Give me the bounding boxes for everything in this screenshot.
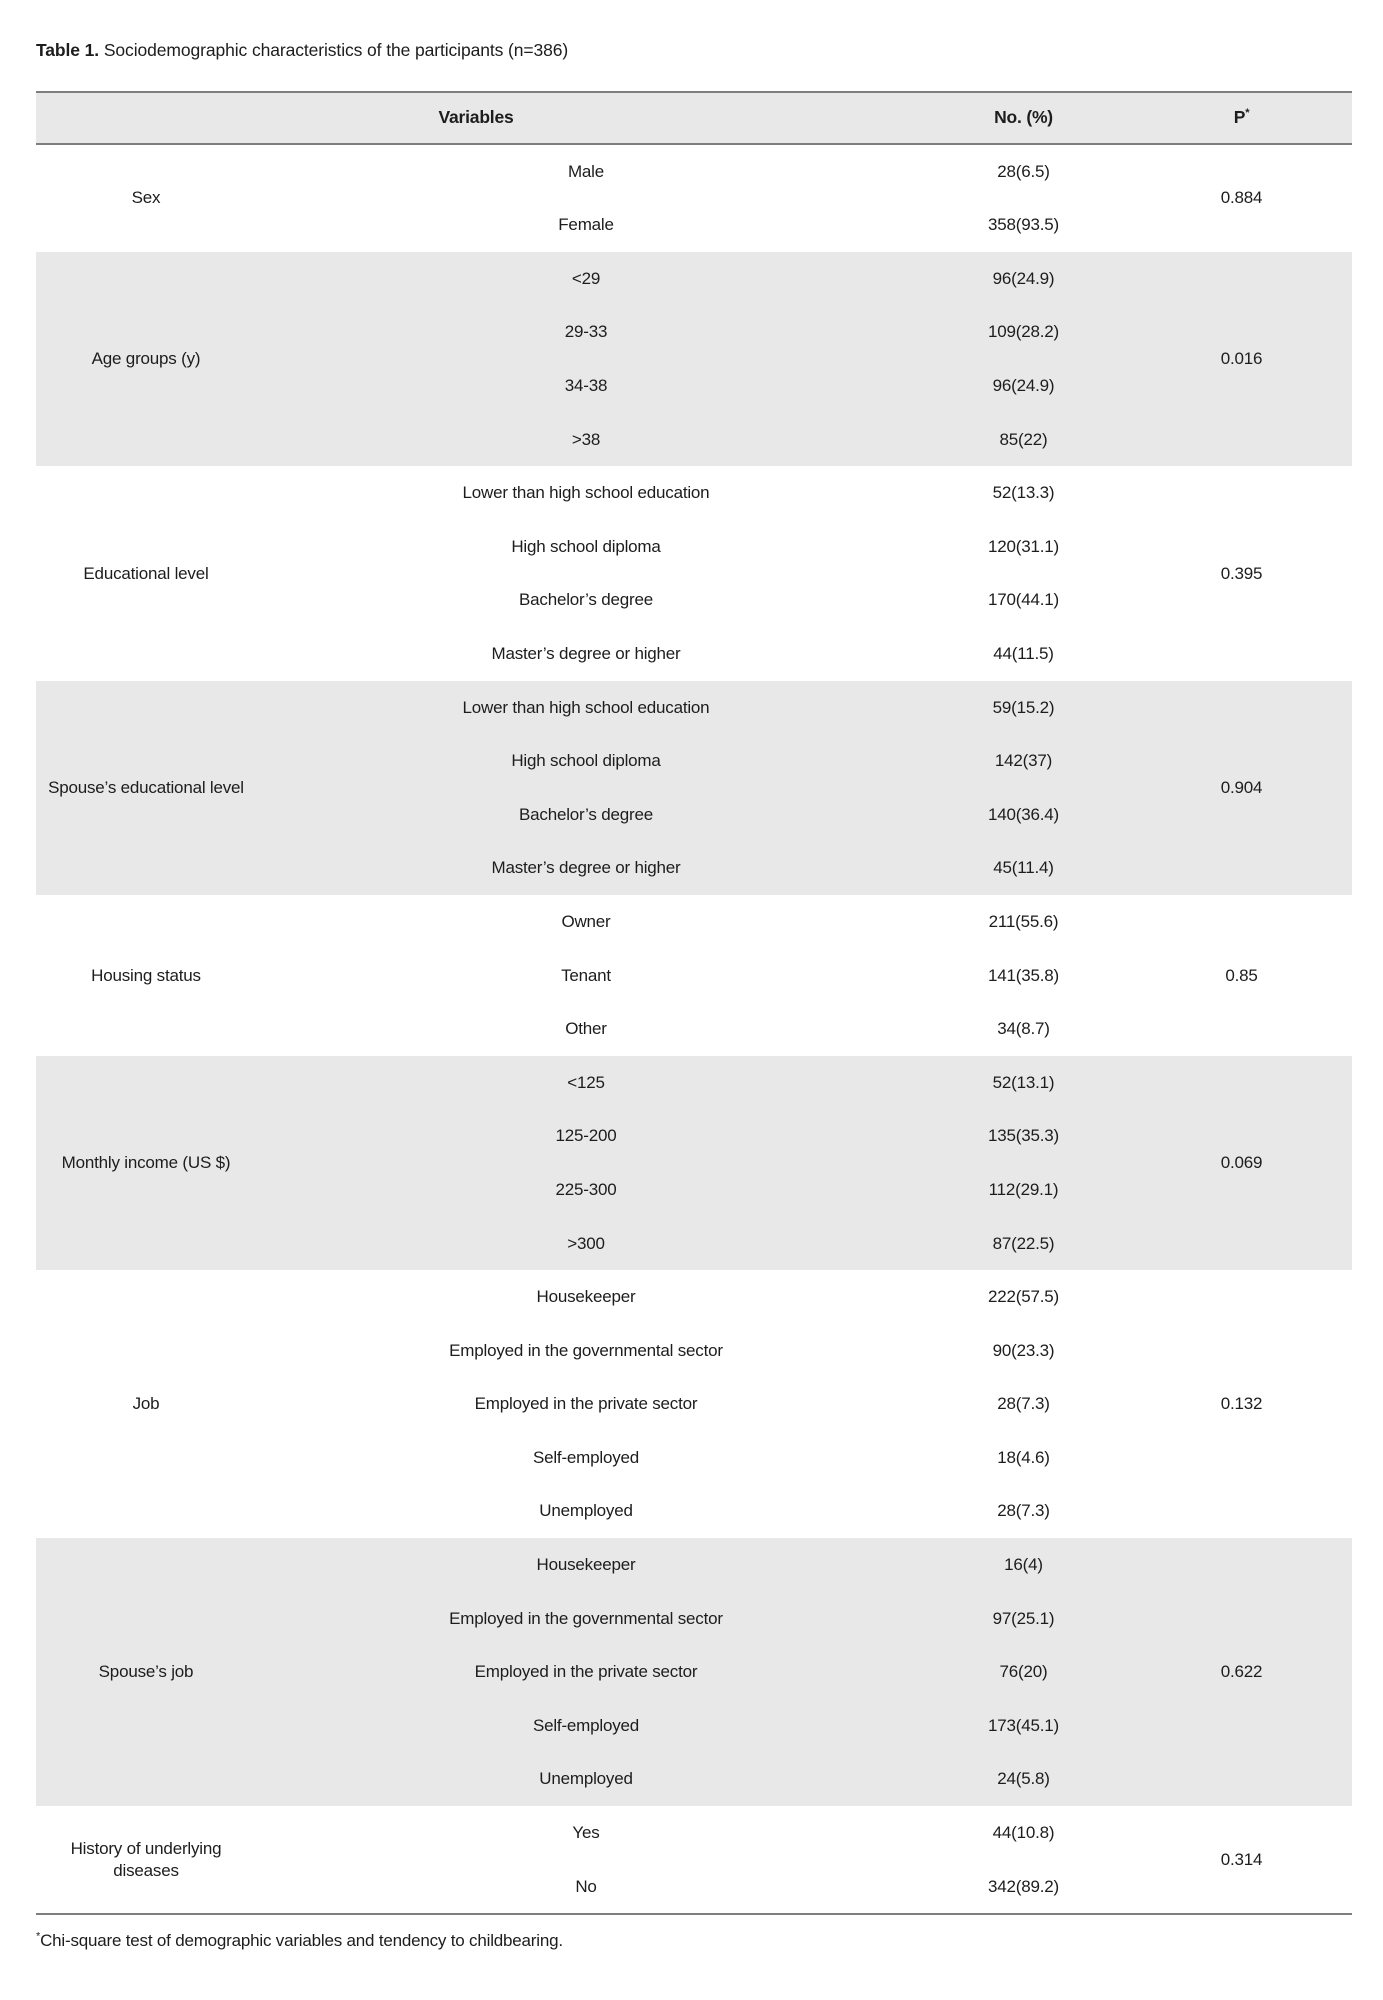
variable-group <box>36 681 1352 895</box>
category-cell: <29 <box>571 268 601 288</box>
value-cell: 28(7.3) <box>997 1394 1050 1414</box>
category-cell: 125-200 <box>555 1126 617 1146</box>
header-p-asterisk: * <box>1245 107 1250 120</box>
header-row <box>36 92 1352 144</box>
table-row <box>36 681 1352 735</box>
value-cell: 120(31.1) <box>988 536 1059 556</box>
category-cell: >38 <box>571 429 601 449</box>
p-value-cell: 0.314 <box>1220 1849 1263 1869</box>
p-value-cell: 0.622 <box>1220 1662 1263 1682</box>
category-cell: <125 <box>567 1072 605 1092</box>
table-title-label: Table 1. <box>36 40 100 60</box>
value-cell: 135(35.3) <box>988 1126 1059 1146</box>
p-value-cell: 0.069 <box>1220 1153 1263 1173</box>
value-cell: 141(35.8) <box>988 965 1059 985</box>
category-cell: Bachelor’s degree <box>519 804 653 824</box>
variable-group <box>36 1806 1352 1914</box>
variable-group <box>36 252 1352 466</box>
value-cell: 170(44.1) <box>988 590 1059 610</box>
variable-group <box>36 144 1352 252</box>
category-cell: Yes <box>572 1823 600 1843</box>
group-label-cell: Monthly income (US $) <box>61 1153 231 1173</box>
category-cell: Other <box>565 1019 607 1039</box>
p-value-cell: 0.904 <box>1220 777 1263 797</box>
table-row <box>36 144 1352 199</box>
category-cell: Housekeeper <box>536 1555 636 1575</box>
footnote-text: Chi-square test of demographic variables and tendency to childbearing. <box>40 1931 563 1951</box>
category-cell: Master’s degree or higher <box>491 643 681 663</box>
p-value-cell: 0.016 <box>1220 349 1263 369</box>
value-cell: 52(13.1) <box>992 1072 1055 1092</box>
category-cell: High school diploma <box>511 751 661 771</box>
variable-group <box>36 1538 1352 1806</box>
p-value-cell: 0.85 <box>1225 965 1258 985</box>
category-cell: 225-300 <box>555 1179 617 1199</box>
category-cell: High school diploma <box>511 536 661 556</box>
value-cell: 45(11.4) <box>993 858 1054 878</box>
group-label-cell: Job <box>132 1394 160 1414</box>
value-cell: 16(4) <box>1004 1555 1043 1575</box>
variable-group <box>36 1056 1352 1270</box>
category-cell: Unemployed <box>539 1501 633 1521</box>
value-cell: 97(25.1) <box>992 1608 1055 1628</box>
table-row <box>36 1806 1352 1860</box>
table-title-text: Sociodemographic characteristics of the participants (n=386) <box>99 40 569 60</box>
value-cell: 87(22.5) <box>992 1233 1055 1253</box>
variable-group <box>36 895 1352 1056</box>
variable-group <box>36 1270 1352 1538</box>
value-cell: 211(55.6) <box>988 911 1059 931</box>
header-variables: Variables <box>438 107 514 128</box>
category-cell: Owner <box>561 911 611 931</box>
value-cell: 222(57.5) <box>988 1287 1059 1307</box>
header-no-pct: No. (%) <box>994 107 1053 128</box>
value-cell: 173(45.1) <box>988 1715 1059 1735</box>
demographics-table <box>36 91 1352 1916</box>
category-cell: Female <box>558 215 614 235</box>
value-cell: 112(29.1) <box>988 1179 1059 1199</box>
category-cell: Unemployed <box>539 1769 633 1789</box>
p-value-cell: 0.884 <box>1220 188 1263 208</box>
value-cell: 140(36.4) <box>988 804 1059 824</box>
category-cell: Lower than high school education <box>462 697 710 717</box>
table-header <box>36 92 1352 144</box>
value-cell: 44(11.5) <box>993 643 1054 663</box>
category-cell: Employed in the governmental sector <box>449 1608 723 1628</box>
value-cell: 59(15.2) <box>992 697 1055 717</box>
value-cell: 85(22) <box>999 429 1048 449</box>
group-label-cell: Spouse’s job <box>98 1662 194 1682</box>
table-row <box>36 1056 1352 1110</box>
category-cell: 34-38 <box>564 376 608 395</box>
category-cell: No <box>575 1876 597 1896</box>
value-cell: 96(24.9) <box>992 268 1055 288</box>
value-cell: 34(8.7) <box>997 1019 1050 1039</box>
category-cell: Self-employed <box>532 1447 640 1467</box>
variable-group <box>36 466 1352 680</box>
group-label-cell: Sex <box>131 188 161 208</box>
category-cell: Master’s degree or higher <box>491 858 681 878</box>
category-cell: Male <box>567 161 605 181</box>
table-row <box>36 895 1352 949</box>
footnote <box>36 1931 1352 1951</box>
value-cell: 44(10.8) <box>992 1823 1055 1843</box>
table-row <box>36 466 1352 520</box>
category-cell: Employed in the private sector <box>474 1394 698 1414</box>
value-cell: 96(24.9) <box>992 376 1055 395</box>
value-cell: 18(4.6) <box>997 1447 1050 1467</box>
category-cell: Bachelor’s degree <box>519 590 653 610</box>
value-cell: 28(6.5) <box>997 161 1050 181</box>
category-cell: Self-employed <box>532 1715 640 1735</box>
category-cell: Employed in the governmental sector <box>449 1340 723 1360</box>
category-cell: Tenant <box>561 965 611 985</box>
value-cell: 109(28.2) <box>988 322 1059 342</box>
p-value-cell: 0.395 <box>1220 563 1263 583</box>
header-p <box>1131 92 1352 144</box>
header-p-label: P <box>1233 107 1246 128</box>
footnote-asterisk: * <box>36 1930 41 1943</box>
category-cell: Lower than high school education <box>462 483 710 503</box>
group-label-cell: Educational level <box>83 563 209 583</box>
category-cell: >300 <box>567 1233 605 1253</box>
group-label-cell: Age groups (y) <box>91 349 201 369</box>
group-label-cell: History of underlying diseases <box>70 1838 222 1880</box>
value-cell: 342(89.2) <box>988 1876 1059 1896</box>
table-title <box>36 40 1352 62</box>
value-cell: 76(20) <box>999 1662 1048 1682</box>
value-cell: 90(23.3) <box>992 1340 1055 1360</box>
p-value-cell: 0.132 <box>1220 1394 1263 1414</box>
table-row <box>36 252 1352 306</box>
group-label-cell: Housing status <box>91 965 201 985</box>
category-cell: Employed in the private sector <box>474 1662 698 1682</box>
value-cell: 358(93.5) <box>988 215 1059 235</box>
category-cell: 29-33 <box>564 322 608 342</box>
category-cell: Housekeeper <box>536 1287 636 1307</box>
value-cell: 24(5.8) <box>997 1769 1050 1789</box>
group-label-cell: Spouse’s educational level <box>48 777 244 797</box>
value-cell: 28(7.3) <box>997 1501 1050 1521</box>
value-cell: 52(13.3) <box>992 483 1055 503</box>
table-row <box>36 1270 1352 1324</box>
table-row <box>36 1538 1352 1592</box>
value-cell: 142(37) <box>994 751 1053 771</box>
